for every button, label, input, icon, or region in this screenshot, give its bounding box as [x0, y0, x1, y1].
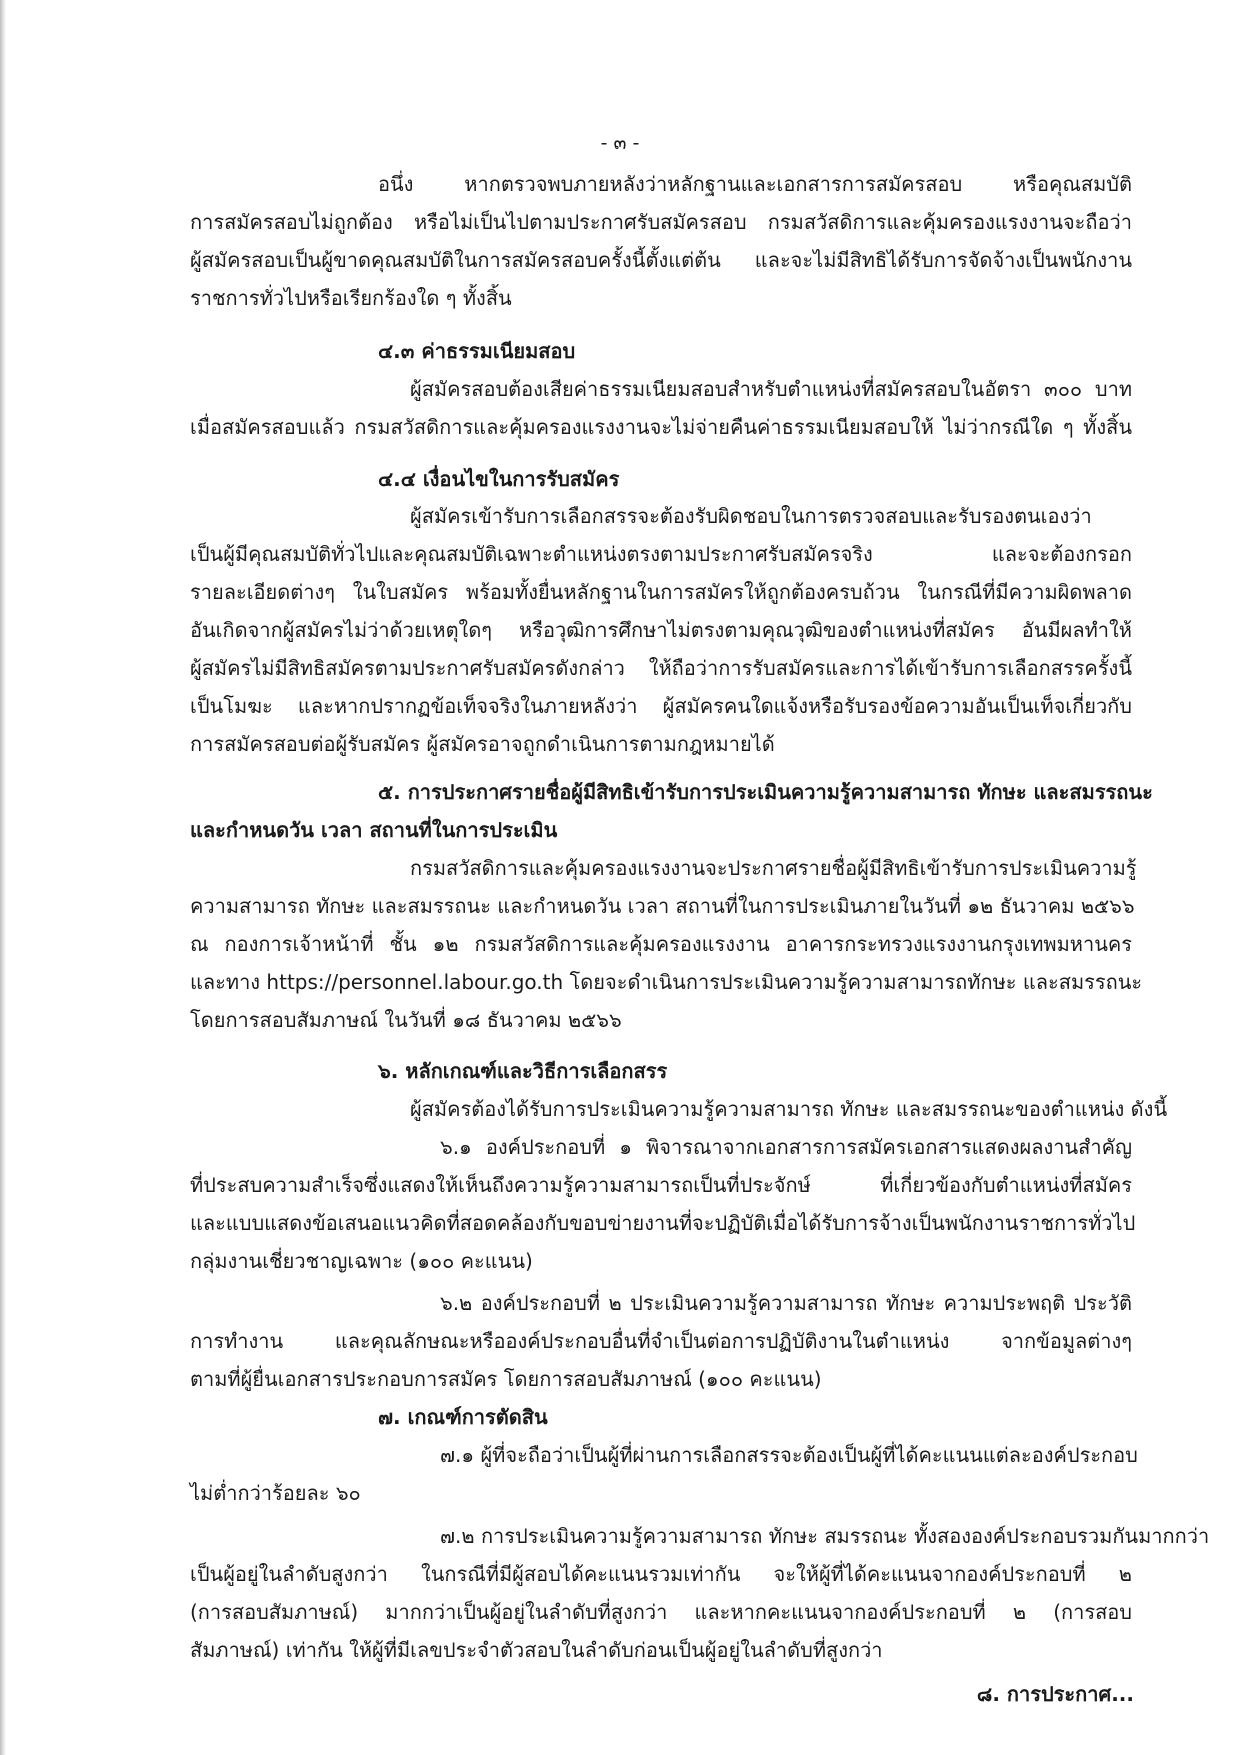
text-line: ณ กองการเจ้าหน้าที่ ชั้น ๑๒ กรมสวัสดิการและคุ้มครองแรงงาน อาคารกระทรวงแรงงานกรุงเทพมหานคร — [190, 932, 1132, 956]
text-line: ไม่ต่ำกว่าร้อยละ ๖๐ — [190, 1481, 361, 1505]
text-line: ตามที่ผู้ยื่นเอกสารประกอบการสมัคร โดยการสอบสัมภาษณ์ (๑๐๐ คะแนน) — [190, 1367, 822, 1391]
section-heading: ๗. เกณฑ์การตัดสิน — [378, 1405, 548, 1429]
section-heading: ๖. หลักเกณฑ์และวิธีการเลือกสรร — [378, 1059, 668, 1083]
text-line: ที่ประสบความสำเร็จซึ่งแสดงให้เห็นถึงความรู้ความสามารถเป็นที่ประจักษ์ ที่เกี่ยวข้องกับตำแหน่งที่สมัคร — [190, 1173, 1132, 1197]
text-line: กลุ่มงานเชี่ยวชาญเฉพาะ (๑๐๐ คะแนน) — [190, 1249, 533, 1273]
text-line: โดยการสอบสัมภาษณ์ ในวันที่ ๑๘ ธันวาคม ๒๕๖๖ — [190, 1008, 622, 1032]
scan-edge — [0, 0, 6, 1755]
text-line: เป็นผู้อยู่ในลำดับสูงกว่า ในกรณีที่มีผู้สอบได้คะแนนรวมเท่ากัน จะให้ผู้ที่ได้คะแนนจากองค์ประกอบที่ ๒ — [190, 1562, 1132, 1586]
text-line: ผู้สมัครต้องได้รับการประเมินความรู้ความสามารถ ทักษะ และสมรรถนะของตำแหน่ง ดังนี้ — [410, 1097, 1168, 1121]
text-line: (การสอบสัมภาษณ์) มากกว่าเป็นผู้อยู่ในลำดับที่สูงกว่า และหากคะแนนจากองค์ประกอบที่ ๒ (การสอบ — [190, 1600, 1132, 1624]
text-line: การสมัครสอบไม่ถูกต้อง หรือไม่เป็นไปตามประกาศรับสมัครสอบ กรมสวัสดิการและคุ้มครองแรงงานจะถือว่า — [190, 210, 1132, 234]
text-line: ๗.๑ ผู้ที่จะถือว่าเป็นผู้ที่ผ่านการเลือกสรรจะต้องเป็นผู้ที่ได้คะแนนแต่ละองค์ประกอบ — [440, 1443, 1138, 1467]
text-line: ราชการทั่วไปหรือเรียกร้องใด ๆ ทั้งสิ้น — [190, 286, 512, 310]
text-line: ผู้สมัครเข้ารับการเลือกสรรจะต้องรับผิดชอบในการตรวจสอบและรับรองตนเองว่า — [410, 504, 1092, 528]
text-line: ผู้สมัครไม่มีสิทธิสมัครตามประกาศรับสมัครดังกล่าว ให้ถือว่าการรับสมัครและการได้เข้ารับการเลือกสรรครั้งนี้ — [190, 656, 1132, 680]
text-line: ๖.๒ องค์ประกอบที่ ๒ ประเมินความรู้ความสามารถ ทักษะ ความประพฤติ ประวัติ — [440, 1291, 1132, 1315]
text-line: การสมัครสอบต่อผู้รับสมัคร ผู้สมัครอาจถูกดำเนินการตามกฎหมายได้ — [190, 732, 775, 756]
section-heading: ๔.๓ ค่าธรรมเนียมสอบ — [378, 339, 576, 363]
text-line: เป็นผู้มีคุณสมบัติทั่วไปและคุณสมบัติเฉพาะตำแหน่งตรงตามประกาศรับสมัครจริง และจะต้องกรอก — [190, 542, 1132, 566]
section-heading: ๔.๔ เงื่อนไขในการรับสมัคร — [378, 467, 620, 491]
text-line: อันเกิดจากผู้สมัครไม่ว่าด้วยเหตุใดๆ หรือวุฒิการศึกษาไม่ตรงตามคุณวุฒิของตำแหน่งที่สมัคร อันมีผลทำให้ — [190, 618, 1132, 642]
text-line: ๗.๒ การประเมินความรู้ความสามารถ ทักษะ สมรรถนะ ทั้งสององค์ประกอบรวมกันมากกว่า — [440, 1524, 1210, 1548]
text-line: เป็นโมฆะ และหากปรากฏข้อเท็จจริงในภายหลังว่า ผู้สมัครคนใดแจ้งหรือรับรองข้อความอันเป็นเท็จเกี่ยวกับ — [190, 694, 1132, 718]
text-line: ความสามารถ ทักษะ และสมรรถนะ และกำหนดวัน เวลา สถานที่ในการประเมินภายในวันที่ ๑๒ ธันวาคม ๒๕๖๖ — [190, 894, 1135, 918]
text-line: ผู้สมัครสอบเป็นผู้ขาดคุณสมบัติในการสมัครสอบครั้งนี้ตั้งแต่ต้น และจะไม่มีสิทธิได้รับการจัดจ้างเป็นพนักงาน — [190, 248, 1132, 272]
text-line: เมื่อสมัครสอบแล้ว กรมสวัสดิการและคุ้มครองแรงงานจะไม่จ่ายคืนค่าธรรมเนียมสอบให้ ไม่ว่ากรณีใด ๆ ทั้งสิ้น — [190, 415, 1132, 439]
text-line: และทาง https://personnel.labour.go.th โดยจะดำเนินการประเมินความรู้ความสามารถทักษะ และสมรรถนะ — [190, 970, 1143, 994]
section-heading: และกำหนดวัน เวลา สถานที่ในการประเมิน — [190, 818, 558, 842]
continuation-text: ๘. การประกาศ... — [976, 1682, 1134, 1706]
text-line: การทำงาน และคุณลักษณะหรือองค์ประกอบอื่นที่จำเป็นต่อการปฏิบัติงานในตำแหน่ง จากข้อมูลต่างๆ — [190, 1329, 1132, 1353]
text-line: รายละเอียดต่างๆ ในใบสมัคร พร้อมทั้งยื่นหลักฐานในการสมัครให้ถูกต้องครบถ้วน ในกรณีที่มีความผิดพลาด — [190, 580, 1132, 604]
text-line: สัมภาษณ์) เท่ากัน ให้ผู้ที่มีเลขประจำตัวสอบในลำดับก่อนเป็นผู้อยู่ในลำดับที่สูงกว่า — [190, 1638, 883, 1662]
text-line: ผู้สมัครสอบต้องเสียค่าธรรมเนียมสอบสำหรับตำแหน่งที่สมัครสอบในอัตรา ๓๐๐ บาท — [410, 377, 1132, 401]
text-line: ๖.๑ องค์ประกอบที่ ๑ พิจารณาจากเอกสารการสมัครเอกสารแสดงผลงานสำคัญ — [440, 1135, 1132, 1159]
text-line: และแบบแสดงข้อเสนอแนวคิดที่สอดคล้องกับขอบข่ายงานที่จะปฏิบัติเมื่อได้รับการจ้างเป็นพนักงานราชการทั่วไป — [190, 1211, 1136, 1235]
page-number: - ๓ - — [600, 132, 640, 154]
text-line: อนึ่ง หากตรวจพบภายหลังว่าหลักฐานและเอกสารการสมัครสอบ หรือคุณสมบัติ — [378, 172, 1132, 196]
text-line: กรมสวัสดิการและคุ้มครองแรงงานจะประกาศรายชื่อผู้มีสิทธิเข้ารับการประเมินความรู้ — [410, 856, 1137, 880]
section-heading: ๕. การประกาศรายชื่อผู้มีสิทธิเข้ารับการประเมินความรู้ความสามารถ ทักษะ และสมรรถนะ — [378, 780, 1153, 804]
